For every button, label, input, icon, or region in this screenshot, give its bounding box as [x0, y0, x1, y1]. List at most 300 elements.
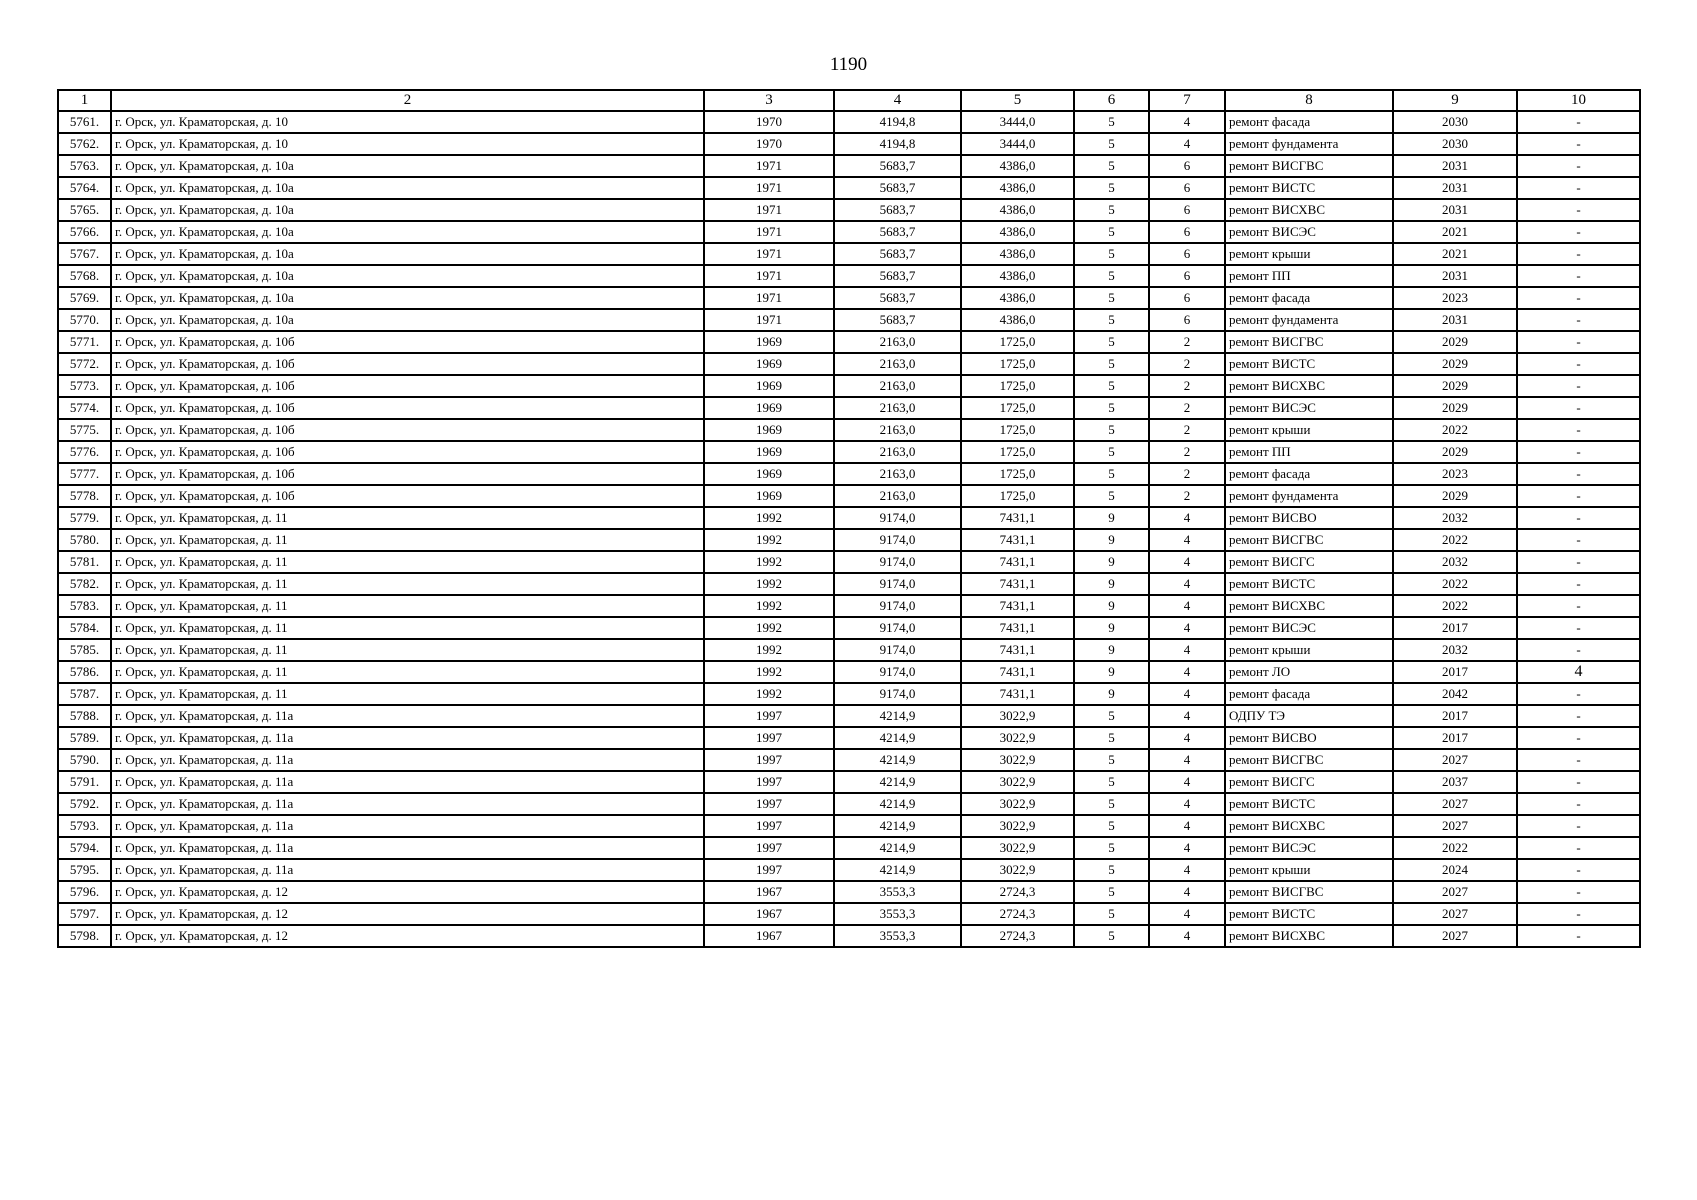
total-area-cell: 4214,9: [834, 771, 961, 793]
living-area-cell: 7431,1: [961, 573, 1074, 595]
total-area-cell: 4194,8: [834, 133, 961, 155]
col10-cell: -: [1517, 551, 1640, 573]
plan-year-cell: 2030: [1393, 111, 1517, 133]
col10-cell: -: [1517, 793, 1640, 815]
col10-cell: -: [1517, 881, 1640, 903]
table-row: [58, 661, 1640, 683]
col10-cell: -: [1517, 243, 1640, 265]
plan-year-cell: 2027: [1393, 793, 1517, 815]
work-type-cell: ремонт ПП: [1225, 265, 1393, 287]
plan-year-cell: 2029: [1393, 375, 1517, 397]
table-row: [58, 221, 1640, 243]
entrances-cell: 2: [1149, 419, 1225, 441]
work-type-cell: ремонт фундамента: [1225, 309, 1393, 331]
table-row: [58, 397, 1640, 419]
address-cell: г. Орск, ул. Краматорская, д. 10б: [111, 419, 704, 441]
floors-cell: 5: [1074, 881, 1149, 903]
living-area-cell: 3444,0: [961, 111, 1074, 133]
work-type-cell: ремонт фундамента: [1225, 133, 1393, 155]
plan-year-cell: 2022: [1393, 419, 1517, 441]
floors-cell: 9: [1074, 573, 1149, 595]
total-area-cell: 5683,7: [834, 177, 961, 199]
total-area-cell: 5683,7: [834, 265, 961, 287]
entrances-cell: 6: [1149, 177, 1225, 199]
total-area-cell: 4214,9: [834, 749, 961, 771]
plan-year-cell: 2021: [1393, 221, 1517, 243]
work-type-cell: ремонт ВИСЭС: [1225, 397, 1393, 419]
address-cell: г. Орск, ул. Краматорская, д. 10а: [111, 221, 704, 243]
floors-cell: 9: [1074, 595, 1149, 617]
col10-cell: -: [1517, 485, 1640, 507]
total-area-cell: 5683,7: [834, 199, 961, 221]
work-type-cell: ремонт ВИСГС: [1225, 771, 1393, 793]
floors-cell: 5: [1074, 793, 1149, 815]
work-type-cell: ремонт ВИСХВС: [1225, 375, 1393, 397]
address-cell: г. Орск, ул. Краматорская, д. 11а: [111, 837, 704, 859]
row-number-cell: 5789.: [58, 727, 111, 749]
address-cell: г. Орск, ул. Краматорская, д. 11: [111, 683, 704, 705]
col10-cell: -: [1517, 859, 1640, 881]
plan-year-cell: 2031: [1393, 265, 1517, 287]
year-cell: 1969: [704, 353, 834, 375]
living-area-cell: 1725,0: [961, 419, 1074, 441]
year-cell: 1992: [704, 683, 834, 705]
total-area-cell: 2163,0: [834, 397, 961, 419]
total-area-cell: 4214,9: [834, 837, 961, 859]
row-number-cell: 5781.: [58, 551, 111, 573]
table-row: [58, 573, 1640, 595]
floors-cell: 5: [1074, 441, 1149, 463]
entrances-cell: 4: [1149, 133, 1225, 155]
row-number-cell: 5774.: [58, 397, 111, 419]
total-area-cell: 5683,7: [834, 155, 961, 177]
floors-cell: 9: [1074, 551, 1149, 573]
year-cell: 1970: [704, 133, 834, 155]
floors-cell: 5: [1074, 925, 1149, 947]
year-cell: 1997: [704, 749, 834, 771]
table-row: [58, 551, 1640, 573]
address-cell: г. Орск, ул. Краматорская, д. 11: [111, 551, 704, 573]
table-row: [58, 595, 1640, 617]
plan-year-cell: 2022: [1393, 595, 1517, 617]
year-cell: 1969: [704, 463, 834, 485]
row-number-cell: 5778.: [58, 485, 111, 507]
year-cell: 1970: [704, 111, 834, 133]
entrances-cell: 4: [1149, 639, 1225, 661]
floors-cell: 5: [1074, 485, 1149, 507]
year-cell: 1969: [704, 375, 834, 397]
entrances-cell: 4: [1149, 837, 1225, 859]
entrances-cell: 4: [1149, 683, 1225, 705]
work-type-cell: ремонт ЛО: [1225, 661, 1393, 683]
address-cell: г. Орск, ул. Краматорская, д. 10б: [111, 375, 704, 397]
col10-cell: -: [1517, 133, 1640, 155]
address-cell: г. Орск, ул. Краматорская, д. 11: [111, 617, 704, 639]
table-row: [58, 463, 1640, 485]
entrances-cell: 6: [1149, 155, 1225, 177]
entrances-cell: 2: [1149, 463, 1225, 485]
entrances-cell: 4: [1149, 705, 1225, 727]
row-number-cell: 5769.: [58, 287, 111, 309]
column-header: 2: [111, 90, 704, 111]
plan-year-cell: 2027: [1393, 749, 1517, 771]
col10-cell: -: [1517, 529, 1640, 551]
address-cell: г. Орск, ул. Краматорская, д. 10б: [111, 331, 704, 353]
floors-cell: 5: [1074, 419, 1149, 441]
table-row: [58, 837, 1640, 859]
year-cell: 1971: [704, 177, 834, 199]
table-row: [58, 199, 1640, 221]
living-area-cell: 4386,0: [961, 177, 1074, 199]
floors-cell: 5: [1074, 463, 1149, 485]
year-cell: 1971: [704, 155, 834, 177]
floors-cell: 5: [1074, 859, 1149, 881]
address-cell: г. Орск, ул. Краматорская, д. 11: [111, 639, 704, 661]
col10-cell: -: [1517, 353, 1640, 375]
living-area-cell: 7431,1: [961, 551, 1074, 573]
total-area-cell: 9174,0: [834, 661, 961, 683]
row-number-cell: 5793.: [58, 815, 111, 837]
work-type-cell: ремонт ВИСХВС: [1225, 815, 1393, 837]
floors-cell: 5: [1074, 177, 1149, 199]
row-number-cell: 5779.: [58, 507, 111, 529]
work-type-cell: ремонт ВИСТС: [1225, 573, 1393, 595]
col10-cell: -: [1517, 815, 1640, 837]
address-cell: г. Орск, ул. Краматорская, д. 10а: [111, 199, 704, 221]
row-number-cell: 5792.: [58, 793, 111, 815]
living-area-cell: 3022,9: [961, 771, 1074, 793]
address-cell: г. Орск, ул. Краматорская, д. 10а: [111, 265, 704, 287]
plan-year-cell: 2031: [1393, 309, 1517, 331]
entrances-cell: 4: [1149, 771, 1225, 793]
address-cell: г. Орск, ул. Краматорская, д. 12: [111, 881, 704, 903]
entrances-cell: 4: [1149, 815, 1225, 837]
year-cell: 1992: [704, 595, 834, 617]
table-row: [58, 177, 1640, 199]
living-area-cell: 1725,0: [961, 463, 1074, 485]
living-area-cell: 1725,0: [961, 353, 1074, 375]
address-cell: г. Орск, ул. Краматорская, д. 12: [111, 903, 704, 925]
year-cell: 1971: [704, 243, 834, 265]
floors-cell: 9: [1074, 529, 1149, 551]
plan-year-cell: 2031: [1393, 155, 1517, 177]
total-area-cell: 4194,8: [834, 111, 961, 133]
row-number-cell: 5766.: [58, 221, 111, 243]
row-number-cell: 5771.: [58, 331, 111, 353]
work-type-cell: ремонт ВИСЭС: [1225, 837, 1393, 859]
address-cell: г. Орск, ул. Краматорская, д. 11а: [111, 749, 704, 771]
row-number-cell: 5782.: [58, 573, 111, 595]
entrances-cell: 2: [1149, 397, 1225, 419]
plan-year-cell: 2030: [1393, 133, 1517, 155]
address-cell: г. Орск, ул. Краматорская, д. 10б: [111, 463, 704, 485]
year-cell: 1971: [704, 265, 834, 287]
address-cell: г. Орск, ул. Краматорская, д. 11: [111, 529, 704, 551]
plan-year-cell: 2022: [1393, 837, 1517, 859]
floors-cell: 5: [1074, 353, 1149, 375]
column-header: 9: [1393, 90, 1517, 111]
year-cell: 1967: [704, 881, 834, 903]
work-type-cell: ремонт ВИСХВС: [1225, 199, 1393, 221]
table-row: [58, 309, 1640, 331]
plan-year-cell: 2027: [1393, 903, 1517, 925]
table-row: [58, 529, 1640, 551]
table-row: [58, 485, 1640, 507]
table-row: [58, 441, 1640, 463]
col10-cell: 4: [1517, 661, 1640, 683]
floors-cell: 9: [1074, 683, 1149, 705]
entrances-cell: 2: [1149, 441, 1225, 463]
row-number-cell: 5777.: [58, 463, 111, 485]
year-cell: 1971: [704, 309, 834, 331]
plan-year-cell: 2022: [1393, 529, 1517, 551]
col10-cell: -: [1517, 595, 1640, 617]
year-cell: 1969: [704, 441, 834, 463]
address-cell: г. Орск, ул. Краматорская, д. 11а: [111, 727, 704, 749]
living-area-cell: 4386,0: [961, 265, 1074, 287]
total-area-cell: 9174,0: [834, 683, 961, 705]
table-row: [58, 353, 1640, 375]
year-cell: 1997: [704, 859, 834, 881]
living-area-cell: 4386,0: [961, 155, 1074, 177]
year-cell: 1992: [704, 573, 834, 595]
column-header: 3: [704, 90, 834, 111]
entrances-cell: 4: [1149, 529, 1225, 551]
table-row: [58, 683, 1640, 705]
header-row: [58, 90, 1640, 111]
row-number-cell: 5798.: [58, 925, 111, 947]
entrances-cell: 4: [1149, 573, 1225, 595]
col10-cell: -: [1517, 925, 1640, 947]
plan-year-cell: 2017: [1393, 661, 1517, 683]
living-area-cell: 1725,0: [961, 397, 1074, 419]
row-number-cell: 5770.: [58, 309, 111, 331]
living-area-cell: 3022,9: [961, 837, 1074, 859]
floors-cell: 5: [1074, 155, 1149, 177]
work-type-cell: ремонт ВИСХВС: [1225, 595, 1393, 617]
entrances-cell: 2: [1149, 331, 1225, 353]
entrances-cell: 4: [1149, 881, 1225, 903]
work-type-cell: ремонт ПП: [1225, 441, 1393, 463]
entrances-cell: 4: [1149, 793, 1225, 815]
floors-cell: 9: [1074, 617, 1149, 639]
year-cell: 1992: [704, 617, 834, 639]
year-cell: 1997: [704, 793, 834, 815]
work-type-cell: ремонт ВИСГС: [1225, 551, 1393, 573]
table-row: [58, 705, 1640, 727]
floors-cell: 5: [1074, 221, 1149, 243]
living-area-cell: 4386,0: [961, 243, 1074, 265]
table-row: [58, 243, 1640, 265]
year-cell: 1992: [704, 507, 834, 529]
address-cell: г. Орск, ул. Краматорская, д. 12: [111, 925, 704, 947]
year-cell: 1997: [704, 815, 834, 837]
living-area-cell: 7431,1: [961, 617, 1074, 639]
work-type-cell: ремонт ВИСТС: [1225, 177, 1393, 199]
work-type-cell: ОДПУ ТЭ: [1225, 705, 1393, 727]
living-area-cell: 3022,9: [961, 793, 1074, 815]
col10-cell: -: [1517, 837, 1640, 859]
col10-cell: -: [1517, 199, 1640, 221]
total-area-cell: 5683,7: [834, 309, 961, 331]
year-cell: 1971: [704, 287, 834, 309]
floors-cell: 5: [1074, 397, 1149, 419]
living-area-cell: 3022,9: [961, 815, 1074, 837]
entrances-cell: 4: [1149, 749, 1225, 771]
page-number: 1190: [829, 54, 868, 75]
table-body: [58, 111, 1640, 947]
living-area-cell: 7431,1: [961, 661, 1074, 683]
year-cell: 1967: [704, 925, 834, 947]
total-area-cell: 2163,0: [834, 441, 961, 463]
work-type-cell: ремонт ВИСХВС: [1225, 925, 1393, 947]
row-number-cell: 5765.: [58, 199, 111, 221]
row-number-cell: 5794.: [58, 837, 111, 859]
total-area-cell: 4214,9: [834, 727, 961, 749]
col10-cell: -: [1517, 265, 1640, 287]
living-area-cell: 1725,0: [961, 485, 1074, 507]
row-number-cell: 5796.: [58, 881, 111, 903]
plan-year-cell: 2037: [1393, 771, 1517, 793]
table-row: [58, 903, 1640, 925]
column-header: 5: [961, 90, 1074, 111]
plan-year-cell: 2042: [1393, 683, 1517, 705]
col10-cell: -: [1517, 573, 1640, 595]
address-cell: г. Орск, ул. Краматорская, д. 10б: [111, 441, 704, 463]
col10-cell: -: [1517, 727, 1640, 749]
row-number-cell: 5785.: [58, 639, 111, 661]
plan-year-cell: 2029: [1393, 397, 1517, 419]
work-type-cell: ремонт ВИСТС: [1225, 353, 1393, 375]
living-area-cell: 4386,0: [961, 309, 1074, 331]
table-row: [58, 859, 1640, 881]
work-type-cell: ремонт ВИСЭС: [1225, 617, 1393, 639]
col10-cell: -: [1517, 617, 1640, 639]
work-type-cell: ремонт ВИСГВС: [1225, 749, 1393, 771]
living-area-cell: 4386,0: [961, 221, 1074, 243]
total-area-cell: 3553,3: [834, 925, 961, 947]
floors-cell: 5: [1074, 287, 1149, 309]
floors-cell: 5: [1074, 265, 1149, 287]
plan-year-cell: 2023: [1393, 287, 1517, 309]
total-area-cell: 5683,7: [834, 287, 961, 309]
row-number-cell: 5795.: [58, 859, 111, 881]
plan-year-cell: 2027: [1393, 815, 1517, 837]
table-row: [58, 793, 1640, 815]
work-type-cell: ремонт ВИСГВС: [1225, 529, 1393, 551]
col10-cell: -: [1517, 771, 1640, 793]
table-row: [58, 419, 1640, 441]
total-area-cell: 4214,9: [834, 859, 961, 881]
address-cell: г. Орск, ул. Краматорская, д. 11а: [111, 859, 704, 881]
table-row: [58, 331, 1640, 353]
address-cell: г. Орск, ул. Краматорская, д. 10а: [111, 155, 704, 177]
plan-year-cell: 2031: [1393, 199, 1517, 221]
col10-cell: -: [1517, 463, 1640, 485]
address-cell: г. Орск, ул. Краматорская, д. 11: [111, 661, 704, 683]
entrances-cell: 4: [1149, 551, 1225, 573]
year-cell: 1992: [704, 551, 834, 573]
col10-cell: -: [1517, 683, 1640, 705]
row-number-cell: 5772.: [58, 353, 111, 375]
address-cell: г. Орск, ул. Краматорская, д. 10а: [111, 309, 704, 331]
row-number-cell: 5786.: [58, 661, 111, 683]
floors-cell: 5: [1074, 727, 1149, 749]
col10-cell: -: [1517, 375, 1640, 397]
floors-cell: 5: [1074, 111, 1149, 133]
entrances-cell: 4: [1149, 727, 1225, 749]
col10-cell: -: [1517, 155, 1640, 177]
table-row: [58, 925, 1640, 947]
plan-year-cell: 2023: [1393, 463, 1517, 485]
year-cell: 1997: [704, 837, 834, 859]
year-cell: 1997: [704, 771, 834, 793]
row-number-cell: 5784.: [58, 617, 111, 639]
address-cell: г. Орск, ул. Краматорская, д. 10б: [111, 353, 704, 375]
year-cell: 1971: [704, 199, 834, 221]
entrances-cell: 6: [1149, 243, 1225, 265]
entrances-cell: 4: [1149, 925, 1225, 947]
work-type-cell: ремонт ВИСВО: [1225, 507, 1393, 529]
table-row: [58, 133, 1640, 155]
column-header: 10: [1517, 90, 1640, 111]
floors-cell: 5: [1074, 133, 1149, 155]
living-area-cell: 4386,0: [961, 287, 1074, 309]
address-cell: г. Орск, ул. Краматорская, д. 11: [111, 507, 704, 529]
entrances-cell: 4: [1149, 507, 1225, 529]
row-number-cell: 5773.: [58, 375, 111, 397]
row-number-cell: 5762.: [58, 133, 111, 155]
entrances-cell: 4: [1149, 595, 1225, 617]
col10-cell: -: [1517, 177, 1640, 199]
col10-cell: -: [1517, 221, 1640, 243]
year-cell: 1969: [704, 331, 834, 353]
column-header: 7: [1149, 90, 1225, 111]
address-cell: г. Орск, ул. Краматорская, д. 11а: [111, 793, 704, 815]
col10-cell: -: [1517, 419, 1640, 441]
address-cell: г. Орск, ул. Краматорская, д. 10: [111, 111, 704, 133]
floors-cell: 5: [1074, 903, 1149, 925]
work-type-cell: ремонт фасада: [1225, 463, 1393, 485]
table-row: [58, 507, 1640, 529]
entrances-cell: 2: [1149, 485, 1225, 507]
total-area-cell: 2163,0: [834, 331, 961, 353]
col10-cell: -: [1517, 441, 1640, 463]
work-type-cell: ремонт ВИСТС: [1225, 903, 1393, 925]
row-number-cell: 5791.: [58, 771, 111, 793]
entrances-cell: 4: [1149, 859, 1225, 881]
floors-cell: 5: [1074, 749, 1149, 771]
table-row: [58, 265, 1640, 287]
total-area-cell: 4214,9: [834, 705, 961, 727]
plan-year-cell: 2029: [1393, 353, 1517, 375]
address-cell: г. Орск, ул. Краматорская, д. 10б: [111, 485, 704, 507]
table-row: [58, 727, 1640, 749]
living-area-cell: 3022,9: [961, 859, 1074, 881]
row-number-cell: 5761.: [58, 111, 111, 133]
year-cell: 1992: [704, 639, 834, 661]
living-area-cell: 1725,0: [961, 441, 1074, 463]
work-type-cell: ремонт крыши: [1225, 419, 1393, 441]
table-row: [58, 375, 1640, 397]
plan-year-cell: 2032: [1393, 551, 1517, 573]
entrances-cell: 4: [1149, 111, 1225, 133]
address-cell: г. Орск, ул. Краматорская, д. 11а: [111, 705, 704, 727]
column-header: 4: [834, 90, 961, 111]
plan-year-cell: 2032: [1393, 507, 1517, 529]
row-number-cell: 5790.: [58, 749, 111, 771]
work-type-cell: ремонт ВИСГВС: [1225, 331, 1393, 353]
